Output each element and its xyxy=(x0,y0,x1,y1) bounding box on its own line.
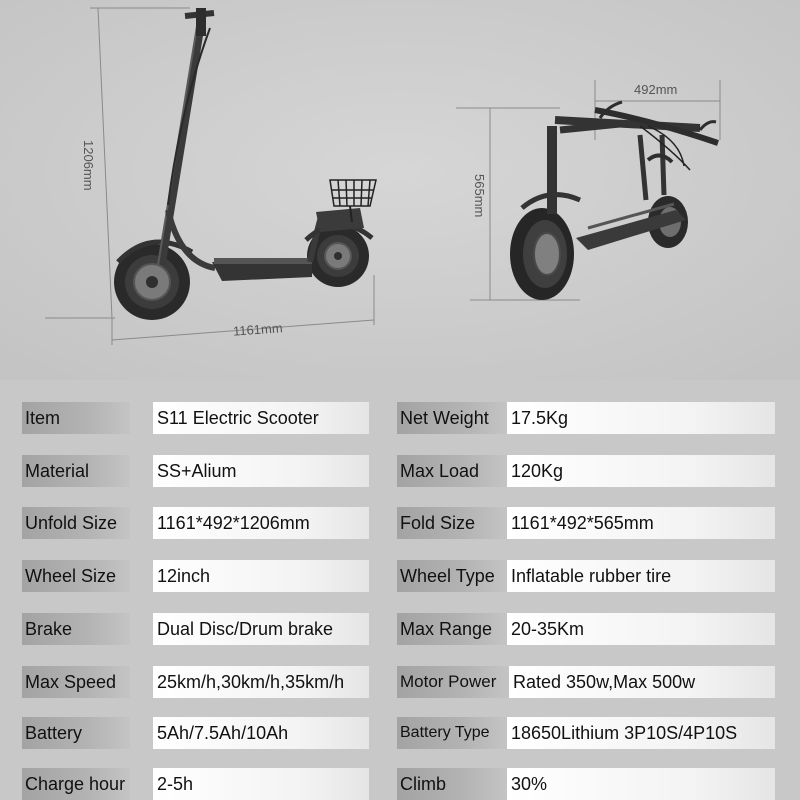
spec-value: 20-35Km xyxy=(507,613,775,645)
spec-label: Charge hour xyxy=(22,768,130,800)
spec-label: Fold Size xyxy=(397,507,507,539)
spec-value: Dual Disc/Drum brake xyxy=(153,613,369,645)
spec-label: Unfold Size xyxy=(22,507,130,539)
spec-label: Brake xyxy=(22,613,130,645)
height-unfolded-dimension-label: 1206mm xyxy=(81,140,96,191)
spec-label: Wheel Type xyxy=(397,560,507,592)
product-dimension-figure xyxy=(0,0,800,380)
spec-value: SS+Alium xyxy=(153,455,369,487)
spec-value: Inflatable rubber tire xyxy=(507,560,775,592)
spec-value: 2-5h xyxy=(153,768,369,800)
spec-label: Climb xyxy=(397,768,507,800)
spec-label: Motor Power xyxy=(397,666,509,698)
spec-value: 18650Lithium 3P10S/4P10S xyxy=(507,717,775,749)
spec-label: Item xyxy=(22,402,130,434)
spec-value: 1161*492*1206mm xyxy=(153,507,369,539)
spec-label: Max Range xyxy=(397,613,507,645)
length-dimension-label: 1161mm xyxy=(232,320,284,339)
spec-label: Net Weight xyxy=(397,402,507,434)
spec-value: Rated 350w,Max 500w xyxy=(509,666,775,698)
spec-value: S11 Electric Scooter xyxy=(153,402,369,434)
spec-value: 25km/h,30km/h,35km/h xyxy=(153,666,369,698)
width-dimension-label: 492mm xyxy=(634,82,678,97)
spec-label: Battery xyxy=(22,717,130,749)
spec-label: Battery Type xyxy=(397,717,507,749)
spec-label: Max Speed xyxy=(22,666,130,698)
spec-value: 17.5Kg xyxy=(507,402,775,434)
spec-label: Material xyxy=(22,455,130,487)
spec-value: 12inch xyxy=(153,560,369,592)
spec-value: 1161*492*565mm xyxy=(507,507,775,539)
spec-label: Max Load xyxy=(397,455,507,487)
spec-value: 5Ah/7.5Ah/10Ah xyxy=(153,717,369,749)
spec-value: 120Kg xyxy=(507,455,775,487)
height-folded-dimension-label: 565mm xyxy=(472,174,487,218)
spec-label: Wheel Size xyxy=(22,560,130,592)
spec-value: 30% xyxy=(507,768,775,800)
